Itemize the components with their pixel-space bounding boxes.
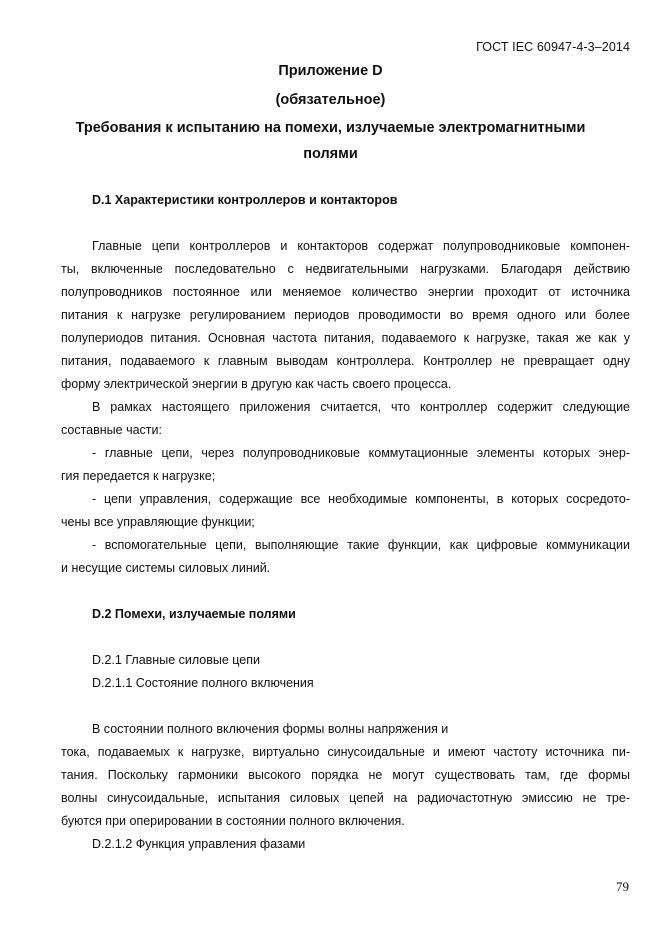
page-number: 79 [616, 879, 629, 894]
paragraph-line: В состоянии полного включения формы волны напряжения и [92, 722, 449, 736]
list-item-line: - вспомогательные цепи, выполняющие такие функции, как цифровые коммуникации [92, 538, 630, 552]
paragraph-line: полупроводников постоянное или меняемое количество энергии проходит от источника [61, 285, 630, 299]
page-header-standard: ГОСТ IEC 60947-4-3–2014 [476, 40, 630, 54]
paragraph-line: полупериодов питания. Основная частота питания, подаваемого к нагрузке, такая же как у [61, 331, 630, 345]
list-item-line: чены все управляющие функции; [61, 515, 255, 529]
paragraph-line: тока, подаваемых к нагрузке, виртуально синусоидальные и имеют частоту источника пи- [61, 745, 630, 759]
paragraph-line: питания к нагрузке регулированием периодов проводимости во время одного или более [61, 308, 630, 322]
paragraph-line: волны синусоидальные, испытания силовых цепей на радиочастотную эмиссию не тре- [61, 791, 630, 805]
subsection-heading: D.2.1.1 Состояние полного включения [92, 676, 314, 690]
paragraph-line: составные части: [61, 423, 162, 437]
annex-heading-cont: полями [303, 146, 358, 162]
annex-status: (обязательное) [275, 92, 386, 108]
paragraph-line: тания. Поскольку гармоники высокого порядка не могут существовать там, где формы [61, 768, 630, 782]
subsection-heading: D.2.1.2 Функция управления фазами [92, 837, 306, 851]
list-item-line: - главные цепи, через полупроводниковые коммутационные элементы которых энер- [92, 446, 630, 460]
paragraph-line: В рамках настоящего приложения считается, что контроллер содержит следующие [92, 400, 630, 414]
annex-title: Приложение D [278, 63, 383, 79]
list-item-line: и несущие системы силовых линий. [61, 561, 271, 575]
list-item-line: - цепи управления, содержащие все необходимые компоненты, в которых сосредото- [92, 492, 630, 506]
paragraph-line: питания, подаваемого к главным выводам контроллера. Контроллер не превращает одну [61, 354, 630, 368]
paragraph-line: ты, включенные последовательно с недвигательными нагрузками. Благодаря действию [61, 262, 630, 276]
paragraph-line: Главные цепи контроллеров и контакторов содержат полупроводниковые компонен- [92, 239, 630, 253]
annex-heading: Требования к испытанию на помехи, излучаемые электромагнитными [75, 120, 586, 136]
paragraph-line: буются при оперировании в состоянии полного включения. [61, 814, 405, 828]
paragraph-line: форму электрической энергии в другую как часть своего процесса. [61, 377, 452, 391]
subsection-heading: D.2.1 Главные силовые цепи [92, 653, 261, 667]
list-item-line: гия передается к нагрузке; [61, 469, 216, 483]
section-heading-d2: D.2 Помехи, излучаемые полями [92, 607, 296, 621]
section-heading-d1: D.1 Характеристики контроллеров и контакторов [92, 193, 398, 207]
